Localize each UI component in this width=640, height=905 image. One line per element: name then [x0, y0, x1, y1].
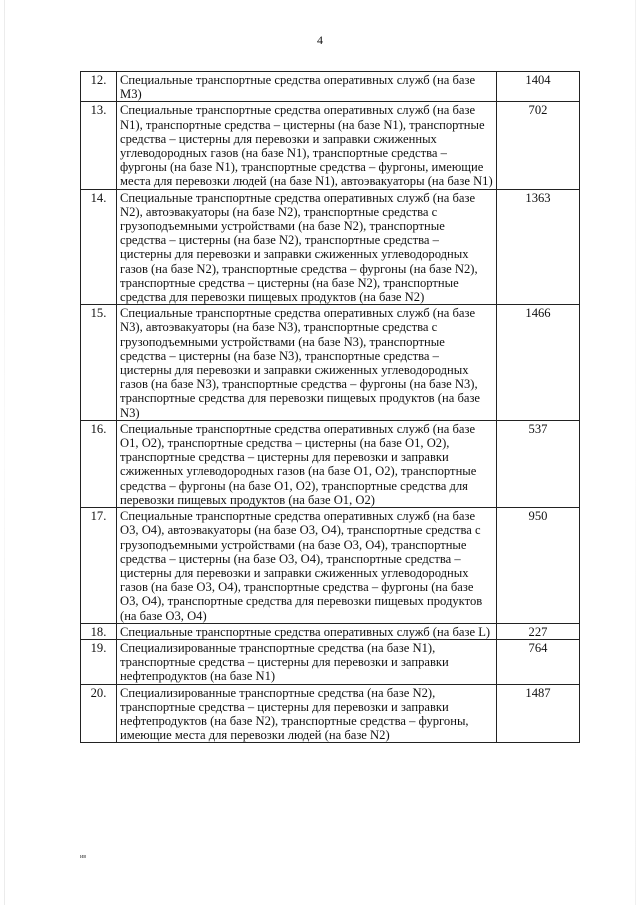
- scan-edge-right: [635, 0, 636, 905]
- table-row: [81, 189, 580, 305]
- row-number: 16.: [81, 420, 117, 507]
- row-number: 19.: [81, 639, 117, 684]
- document-table: [80, 71, 580, 743]
- row-value: 950: [497, 508, 580, 624]
- page-number: 4: [317, 33, 323, 47]
- row-number: 12.: [81, 72, 117, 102]
- row-value: 227: [497, 623, 580, 639]
- table-row: [81, 420, 580, 507]
- table-row: [81, 684, 580, 743]
- row-number: 13.: [81, 102, 117, 189]
- row-description: Специальные транспортные средства оперативных служб (на базе О3, О4), автоэвакуаторы (на базе О3, О4), транспортные средства с грузоподъемными устройствами (на базе О3, О4), транспортные средства – цистерны (на базе О3, О4), транспортные средства – цистерны для перевозки и заправки сжиженных углеводородных газов (на базе О3, О4), транспортные средства – фургоны (на базе О3, О4), транспортные средства для перевозки пищевых продуктов (на базе О3, О4): [117, 508, 497, 624]
- row-value: 702: [497, 102, 580, 189]
- row-value: 764: [497, 639, 580, 684]
- row-description: Специальные транспортные средства оперативных служб (на базе N1), транспортные средства – цистерны (на базе N1), транспортные средства – цистерны для перевозки и заправки сжиженных углеводородных газов (на базе N1), транспортные средства – фургоны (на базе N1), транспортные средства – фургоны, имеющие места для перевозки людей (на базе N1), автоэвакуаторы (на базе N1): [117, 102, 497, 189]
- row-description: Специальные транспортные средства оперативных служб (на базе N3), автоэвакуаторы (на базе N3), транспортные средства с грузоподъемными устройствами (на базе N3), транспортные средства – цистерны (на базе N3), транспортные средства – цистерны для перевозки и заправки сжиженных углеводородных газов (на базе N3), транспортные средства – фургоны (на базе N3), транспортные средства для перевозки пищевых продуктов (на базе N3): [117, 305, 497, 421]
- row-number: 20.: [81, 684, 117, 743]
- row-description: Специальные транспортные средства оперативных служб (на базе О1, О2), транспортные средства – цистерны (на базе О1, О2), транспортные средства – цистерны для перевозки и заправки сжиженных углеводородных газов (на базе О1, О2), транспортные средства – фургоны (на базе О1, О2), транспортные средства для перевозки пищевых продуктов (на базе О1, О2): [117, 420, 497, 507]
- row-value: 1404: [497, 72, 580, 102]
- row-number: 17.: [81, 508, 117, 624]
- table-row: [81, 72, 580, 102]
- row-description: Специальные транспортные средства оперативных служб (на базе М3): [117, 72, 497, 102]
- table-row: [81, 623, 580, 639]
- row-number: 18.: [81, 623, 117, 639]
- footer-mark: ив: [80, 854, 87, 860]
- row-number: 14.: [81, 189, 117, 305]
- row-description: Специальные транспортные средства оперативных служб (на базе L): [117, 623, 497, 639]
- row-description: Специализированные транспортные средства (на базе N1), транспортные средства – цистерны для перевозки и заправки нефтепродуктов (на базе N1): [117, 639, 497, 684]
- table-row: [81, 639, 580, 684]
- row-description: Специализированные транспортные средства (на базе N2), транспортные средства – цистерны для перевозки и заправки нефтепродуктов (на базе N2), транспортные средства – фургоны, имеющие места для перевозки людей (на базе N2): [117, 684, 497, 743]
- table-row: [81, 508, 580, 624]
- row-value: 537: [497, 420, 580, 507]
- row-value: 1466: [497, 305, 580, 421]
- scan-edge-left: [4, 0, 5, 905]
- row-number: 15.: [81, 305, 117, 421]
- table-row: [81, 102, 580, 189]
- row-value: 1363: [497, 189, 580, 305]
- row-description: Специальные транспортные средства оперативных служб (на базе N2), автоэвакуаторы (на базе N2), транспортные средства с грузоподъемными устройствами (на базе N2), транспортные средства – цистерны (на базе N2), транспортные средства – цистерны для перевозки и заправки сжиженных углеводородных газов (на базе N2), транспортные средства – фургоны (на базе N2), транспортные средства – цистерны (на базе N2), транспортные средства для перевозки пищевых продуктов (на базе N2): [117, 189, 497, 305]
- row-value: 1487: [497, 684, 580, 743]
- table-row: [81, 305, 580, 421]
